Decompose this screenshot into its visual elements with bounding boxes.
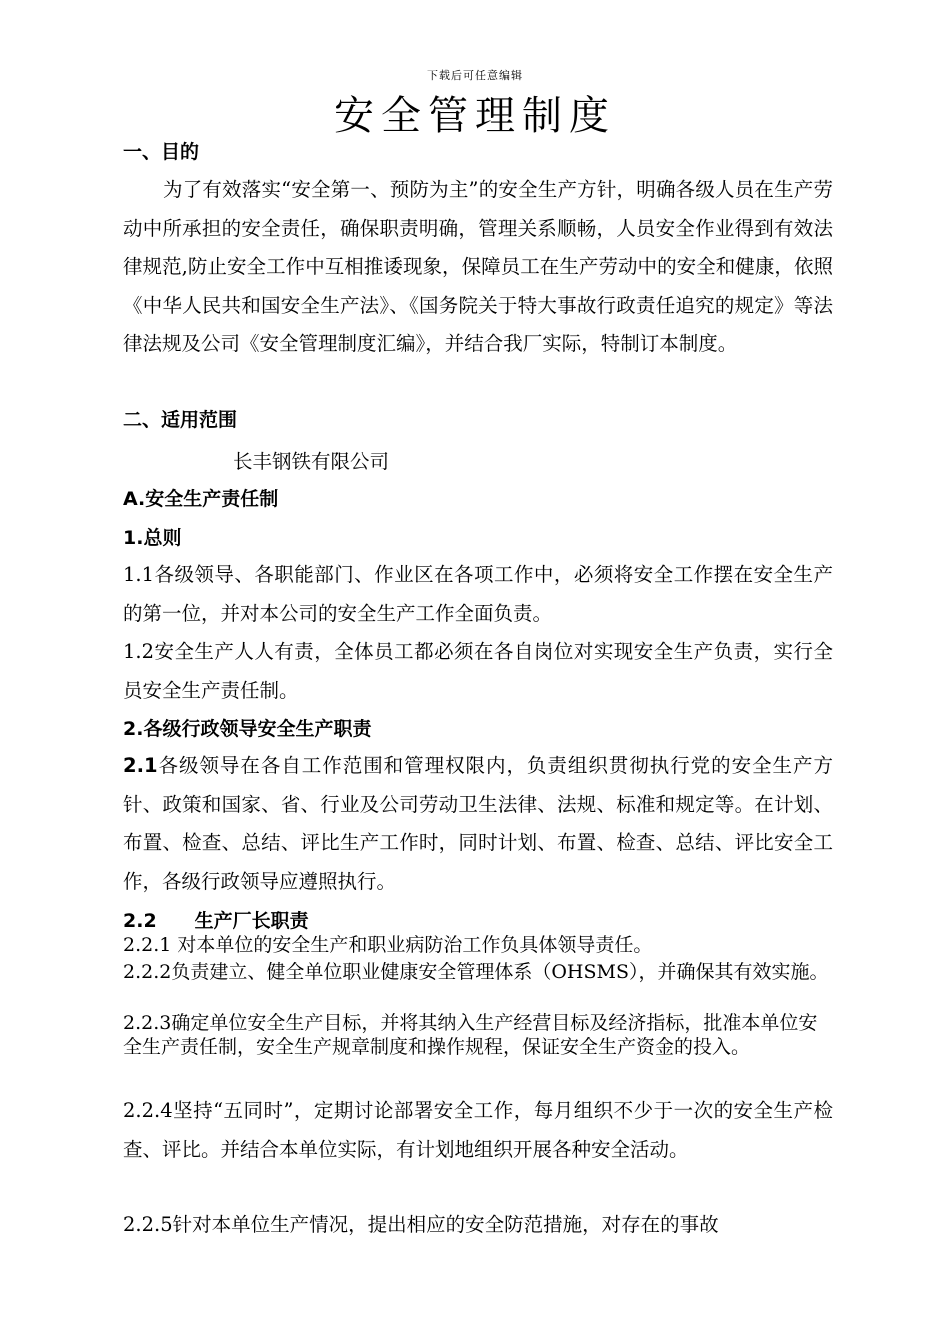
section-heading-2-2: 2.2 生产厂长职责 bbox=[123, 910, 309, 932]
paragraph-2-1 bbox=[123, 747, 833, 901]
section-heading-duty: 2.各级行政领导安全生产职责 bbox=[123, 718, 372, 740]
header-note: 下载后可任意编辑 bbox=[427, 69, 523, 82]
paragraph-1-2: 1.2安全生产人人有责，全体员工都必须在各自岗位对实现安全生产负责，实行全员安全生产责任制。 bbox=[123, 640, 833, 702]
section-heading-scope: 二、适用范围 bbox=[123, 409, 238, 431]
document-title: 安全管理制度 bbox=[334, 93, 616, 139]
paragraph-2-2-3: 2.2.3确定单位安全生产目标，并将其纳入生产经营目标及经济指标，批准本单位安全生产责任制，安全生产规章制度和操作规程，保证安全生产资金的投入。 bbox=[123, 1012, 818, 1058]
paragraph-2-2-1: 2.2.1 对本单位的安全生产和职业病防治工作负具体领导责任。 bbox=[123, 934, 653, 956]
section-heading-general: 1.总则 bbox=[123, 527, 182, 549]
section-heading-a: A.安全生产责任制 bbox=[123, 488, 279, 510]
paragraph-2-2-5: 2.2.5针对本单位生产情况，提出相应的安全防范措施，对存在的事故 bbox=[123, 1213, 719, 1236]
paragraph-2-1-number: 2.1 bbox=[123, 754, 158, 777]
section-heading-purpose: 一、目的 bbox=[123, 141, 200, 163]
purpose-paragraph: 为了有效落实“安全第一、预防为主”的安全生产方针，明确各级人员在生产劳动中所承担的安全责任，确保职责明确，管理关系顺畅，人员安全作业得到有效法律规范,防止安全工作中互相推诿现象，保障员工在生产劳动中的安全和健康，依照《中华人民共和国安全生产法》、《国务院关于特大事故行政责任追究的规定》等法律法规及公司《安全管理制度汇编》，并结合我厂实际，特制订本制度。 bbox=[123, 178, 833, 355]
paragraph-1-1: 1.1各级领导、各职能部门、作业区在各项工作中，必须将安全工作摆在安全生产的第一位，并对本公司的安全生产工作全面负责。 bbox=[123, 563, 833, 625]
scope-company: 长丰钢铁有限公司 bbox=[233, 450, 390, 473]
paragraph-2-1-text: 各级领导在各自工作范围和管理权限内，负责组织贯彻执行党的安全生产方针、政策和国家、省、行业及公司劳动卫生法律、法规、标准和规定等。在计划、布置、检查、总结、评比生产工作时，同时计划、布置、检查、总结、评比安全工作，各级行政领导应遵照执行。 bbox=[123, 754, 833, 893]
paragraph-2-2-2: 2.2.2负责建立、健全单位职业健康安全管理体系（OHSMS），并确保其有效实施。 bbox=[123, 961, 829, 983]
paragraph-2-2-4: 2.2.4坚持“五同时”，定期讨论部署安全工作，每月组织不少于一次的安全生产检查、评比。并结合本单位实际，有计划地组织开展各种安全活动。 bbox=[123, 1099, 833, 1161]
